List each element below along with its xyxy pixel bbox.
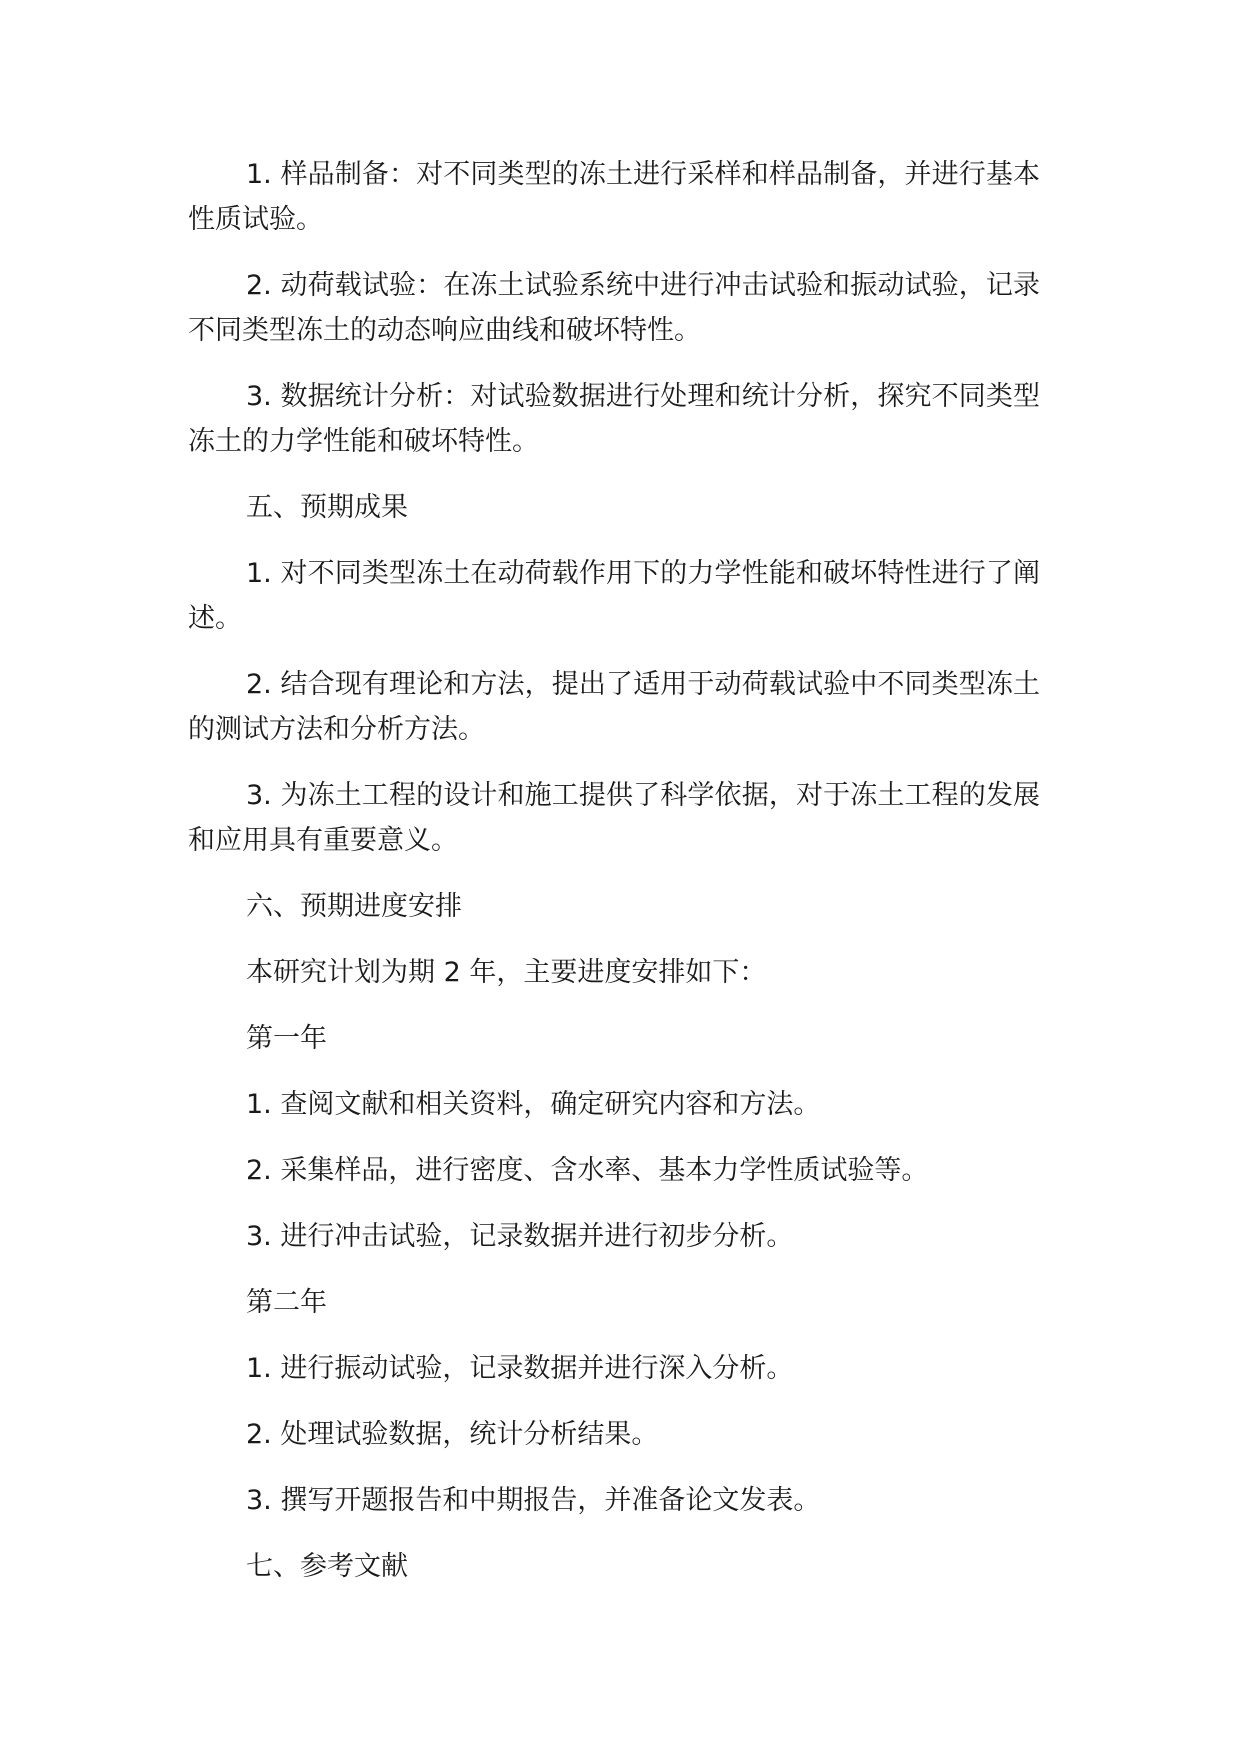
paragraph-schedule-intro: 本研究计划为期 2 年，主要进度安排如下： bbox=[246, 957, 767, 988]
subheading-year-two: 第二年 bbox=[246, 1287, 327, 1318]
paragraph-dynamic-load-test: 2. 动荷载试验：在冻土试验系统中进行冲击试验和振动试验，记录不同类型冻土的动态响应曲线和破坏特性。 bbox=[188, 270, 1040, 346]
section-heading-expected-results: 五、预期成果 bbox=[246, 492, 408, 523]
paragraph-data-analysis: 3. 数据统计分析：对试验数据进行处理和统计分析，探究不同类型冻土的力学性能和破坏特性。 bbox=[188, 381, 1040, 457]
list-item-year2-3: 3. 撰写开题报告和中期报告，并准备论文发表。 bbox=[246, 1485, 821, 1516]
paragraph-result-3: 3. 为冻土工程的设计和施工提供了科学依据，对于冻土工程的发展和应用具有重要意义。 bbox=[188, 780, 1040, 856]
list-item-year2-1: 1. 进行振动试验，记录数据并进行深入分析。 bbox=[246, 1353, 794, 1384]
list-item-year2-2: 2. 处理试验数据，统计分析结果。 bbox=[246, 1419, 659, 1450]
subheading-year-one: 第一年 bbox=[246, 1023, 327, 1054]
section-heading-references: 七、参考文献 bbox=[246, 1551, 408, 1582]
paragraph-sample-preparation: 1. 样品制备：对不同类型的冻土进行采样和样品制备，并进行基本性质试验。 bbox=[188, 159, 1040, 235]
list-item-year1-3: 3. 进行冲击试验，记录数据并进行初步分析。 bbox=[246, 1221, 794, 1252]
section-heading-schedule: 六、预期进度安排 bbox=[246, 891, 462, 922]
paragraph-result-1: 1. 对不同类型冻土在动荷载作用下的力学性能和破坏特性进行了阐述。 bbox=[188, 558, 1040, 634]
list-item-year1-2: 2. 采集样品，进行密度、含水率、基本力学性质试验等。 bbox=[246, 1155, 929, 1186]
list-item-year1-1: 1. 查阅文献和相关资料，确定研究内容和方法。 bbox=[246, 1089, 821, 1120]
paragraph-result-2: 2. 结合现有理论和方法，提出了适用于动荷载试验中不同类型冻土的测试方法和分析方法。 bbox=[188, 669, 1040, 745]
document-body bbox=[188, 152, 1040, 1589]
